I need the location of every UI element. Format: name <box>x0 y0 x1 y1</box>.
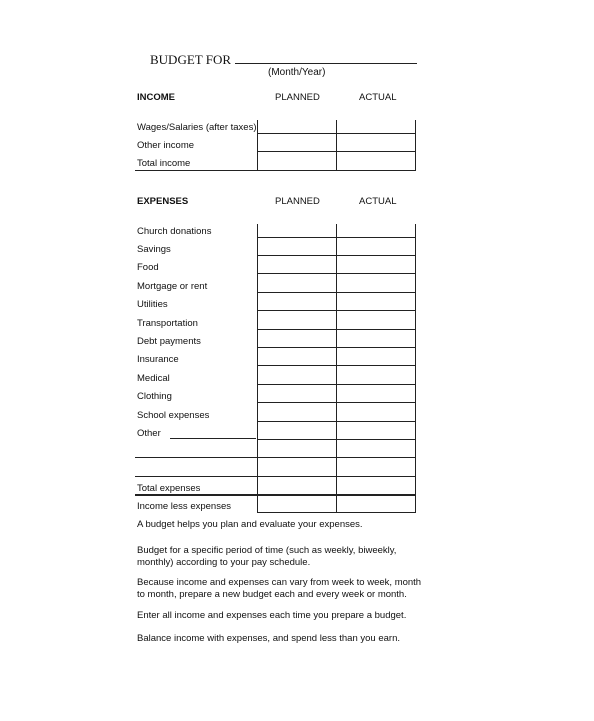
expense-row-church: Church donations <box>137 226 212 237</box>
expenses-planned-header: PLANNED <box>275 196 320 207</box>
note-vary-line1: Because income and expenses can vary from week to week, month <box>137 577 422 588</box>
income-row-total: Total income <box>137 158 191 169</box>
expenses-actual-header: ACTUAL <box>359 196 397 207</box>
expense-row-transportation: Transportation <box>137 318 198 329</box>
note-enter-all: Enter all income and expenses each time you prepare a budget. <box>137 610 407 621</box>
note-balance: Balance income with expenses, and spend less than you earn. <box>137 633 400 644</box>
income-row-wages: Wages/Salaries (after taxes) <box>137 122 257 133</box>
expense-row-mortgage: Mortgage or rent <box>137 281 208 292</box>
expense-row-school: School expenses <box>137 410 210 421</box>
expense-row-savings: Savings <box>137 244 171 255</box>
other-expense-blank[interactable] <box>170 438 256 439</box>
income-actual-header: ACTUAL <box>359 92 397 103</box>
title-text: BUDGET FOR <box>150 52 232 67</box>
expense-row-medical: Medical <box>137 373 170 384</box>
income-row-other: Other income <box>137 140 195 151</box>
expense-row-other: Other <box>137 428 161 439</box>
expense-row-total: Total expenses <box>137 483 201 494</box>
income-heading: INCOME <box>137 92 175 103</box>
month-year-blank[interactable] <box>235 53 417 64</box>
expenses-heading: EXPENSES <box>137 196 189 207</box>
subtitle: (Month/Year) <box>268 67 326 78</box>
note-budget-helps: A budget helps you plan and evaluate your expenses. <box>137 519 363 530</box>
expense-row-clothing: Clothing <box>137 391 172 402</box>
income-planned-header: PLANNED <box>275 92 320 103</box>
expense-row-utilities: Utilities <box>137 299 168 310</box>
page-title <box>150 52 417 68</box>
note-period-line2: monthly) according to your pay schedule. <box>137 557 311 568</box>
note-vary-line2: to month, prepare a new budget each and every week or month. <box>137 589 407 600</box>
expense-row-debt: Debt payments <box>137 336 201 347</box>
expense-row-insurance: Insurance <box>137 354 179 365</box>
expense-row-food: Food <box>137 262 159 273</box>
note-period-line1: Budget for a specific period of time (such as weekly, biweekly, <box>137 545 397 556</box>
expense-row-net: Income less expenses <box>137 501 231 512</box>
